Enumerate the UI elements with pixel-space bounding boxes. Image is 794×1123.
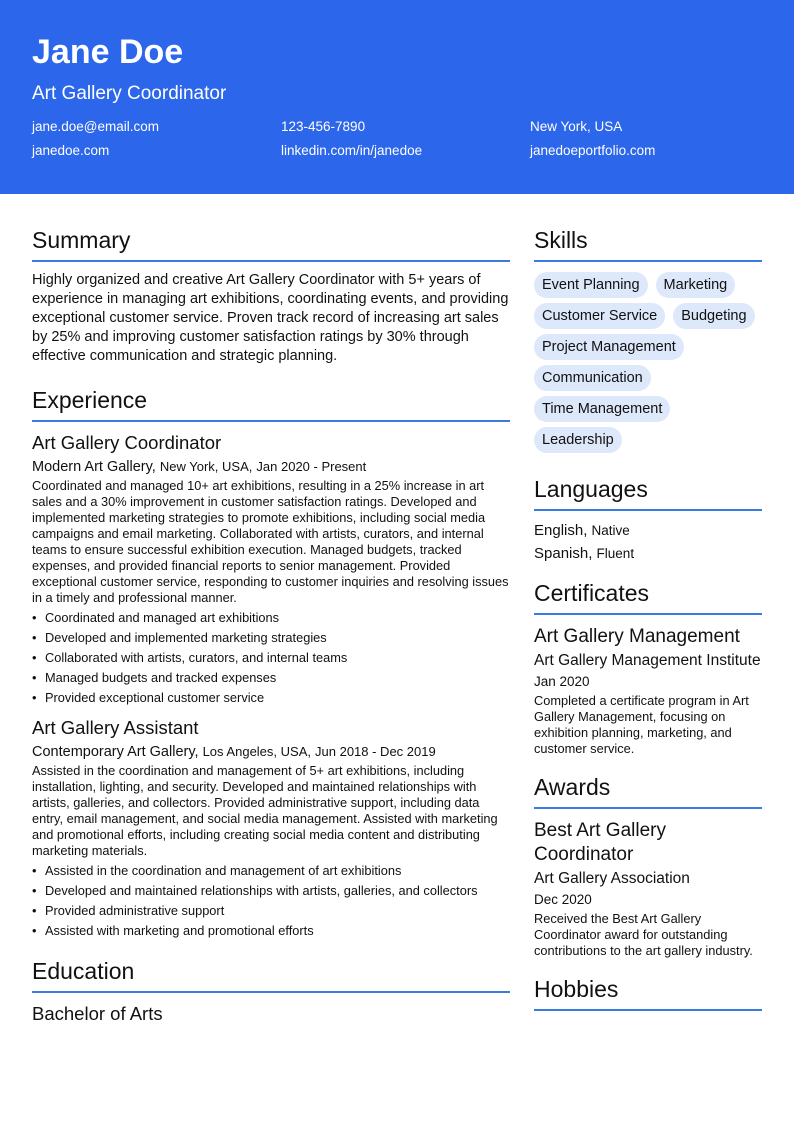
- skill-tag: Event Planning: [534, 272, 648, 298]
- list-item: • Developed and implemented marketing strategies: [32, 630, 510, 646]
- list-item: • Developed and maintained relationships with artists, galleries, and collectors: [32, 883, 510, 899]
- job-bullets: [32, 863, 510, 939]
- skill-tag: Leadership: [534, 427, 622, 453]
- skill-tag: Communication: [534, 365, 651, 391]
- experience-item: [32, 716, 510, 939]
- list-item: • Provided administrative support: [32, 903, 510, 919]
- list-item: • Collaborated with artists, curators, and internal teams: [32, 650, 510, 666]
- skill-tag: Budgeting: [673, 303, 754, 329]
- job-bullets: [32, 610, 510, 706]
- skill-tag: Marketing: [656, 272, 736, 298]
- side-column: [534, 194, 762, 1026]
- list-item: • Assisted with marketing and promotional efforts: [32, 923, 510, 939]
- language-level: Native: [591, 523, 630, 538]
- language-name: Spanish,: [534, 545, 593, 562]
- contact-email[interactable]: jane.doe@email.com: [32, 119, 160, 134]
- job-company: Modern Art Gallery,: [32, 459, 156, 475]
- language-name: English,: [534, 522, 588, 539]
- education-heading: Education: [32, 957, 510, 993]
- job-description: Coordinated and managed 10+ art exhibitions, resulting in a 25% increase in art sales and a 30% improvement in customer satisfaction ratings. Developed and implemented marketing strategies to promote exhibitions, including social media campaigns and email marketing. Collaborated with artists, curators, and internal teams to ensure successful exhibition execution. Managed budgets, tracked expenses, and provided financial reports to senior management. Provided exceptional customer service, responding to customer inquiries and resolving issues in a timely and professional manner.: [32, 478, 509, 605]
- main-column: [32, 194, 510, 1026]
- contact-location: New York, USA: [530, 119, 623, 134]
- resume-header: [0, 0, 794, 194]
- awards-heading: Awards: [534, 773, 762, 809]
- skills-heading: Skills: [534, 226, 762, 262]
- list-item: • Coordinated and managed art exhibitions: [32, 610, 510, 626]
- contact-linkedin[interactable]: linkedin.com/in/janedoe: [281, 143, 423, 158]
- certificate-date: Jan 2020: [534, 674, 590, 689]
- contact-portfolio[interactable]: janedoeportfolio.com: [530, 143, 656, 158]
- contact-info: [32, 119, 762, 159]
- experience-item: [32, 431, 510, 706]
- languages-heading: Languages: [534, 475, 762, 511]
- job-dates: Jan 2020 - Present: [256, 459, 367, 474]
- award-title: Best Art Gallery Coordinator: [534, 820, 666, 865]
- certificate-org: Art Gallery Management Institute: [534, 652, 761, 669]
- list-item: • Provided exceptional customer service: [32, 690, 510, 706]
- award-date: Dec 2020: [534, 892, 592, 907]
- skill-tag: Customer Service: [534, 303, 665, 329]
- certificate-title: Art Gallery Management: [534, 626, 740, 647]
- skill-tag: Time Management: [534, 396, 670, 422]
- list-item: • Managed budgets and tracked expenses: [32, 670, 510, 686]
- skill-tag: Project Management: [534, 334, 684, 360]
- certificate-description: Completed a certificate program in Art Gallery Management, focusing on exhibition planning, marketing, and customer service.: [534, 693, 749, 756]
- job-title: Art Gallery Coordinator: [32, 432, 222, 453]
- contact-website[interactable]: janedoe.com: [32, 143, 110, 158]
- experience-heading: Experience: [32, 386, 510, 422]
- job-meta: [32, 743, 510, 761]
- job-company: Contemporary Art Gallery,: [32, 744, 199, 760]
- language-level: Fluent: [596, 546, 635, 561]
- list-item: • Assisted in the coordination and management of art exhibitions: [32, 863, 510, 879]
- summary-heading: Summary: [32, 226, 510, 262]
- job-location: Los Angeles, USA,: [202, 744, 311, 759]
- summary-text: Highly organized and creative Art Gallery Coordinator with 5+ years of experience in managing art exhibitions, coordinating events, and providing exceptional customer service. Proven track record of increasing art sales by 25% and improving customer satisfaction ratings by 30% through effective communication and strategic planning.: [32, 272, 509, 364]
- contact-phone: 123-456-7890: [281, 119, 366, 134]
- certificates-heading: Certificates: [534, 579, 762, 615]
- job-dates: Jun 2018 - Dec 2019: [315, 744, 436, 759]
- hobbies-heading: Hobbies: [534, 975, 762, 1011]
- award-description: Received the Best Art Gallery Coordinator award for outstanding contributions to the art gallery industry.: [534, 911, 753, 958]
- candidate-name: Jane Doe: [32, 33, 184, 71]
- job-description: Assisted in the coordination and management of 5+ art exhibitions, including installation, lighting, and security. Developed and maintained relationships with artists, galleries, and collectors. Provided administrative support, including data entry, email management, and social media management. Assisted with marketing and promotional efforts, including creating social media content and distributing marketing materials.: [32, 763, 498, 858]
- job-title: Art Gallery Assistant: [32, 717, 199, 738]
- language-item: [534, 521, 762, 540]
- award-org: Art Gallery Association: [534, 870, 690, 887]
- job-location: New York, USA,: [159, 459, 253, 474]
- candidate-title: Art Gallery Coordinator: [32, 83, 227, 104]
- language-item: [534, 544, 762, 563]
- job-meta: [32, 458, 510, 476]
- education-degree: Bachelor of Arts: [32, 1003, 163, 1024]
- skills-list: [534, 272, 762, 453]
- resume-body: [0, 194, 794, 1026]
